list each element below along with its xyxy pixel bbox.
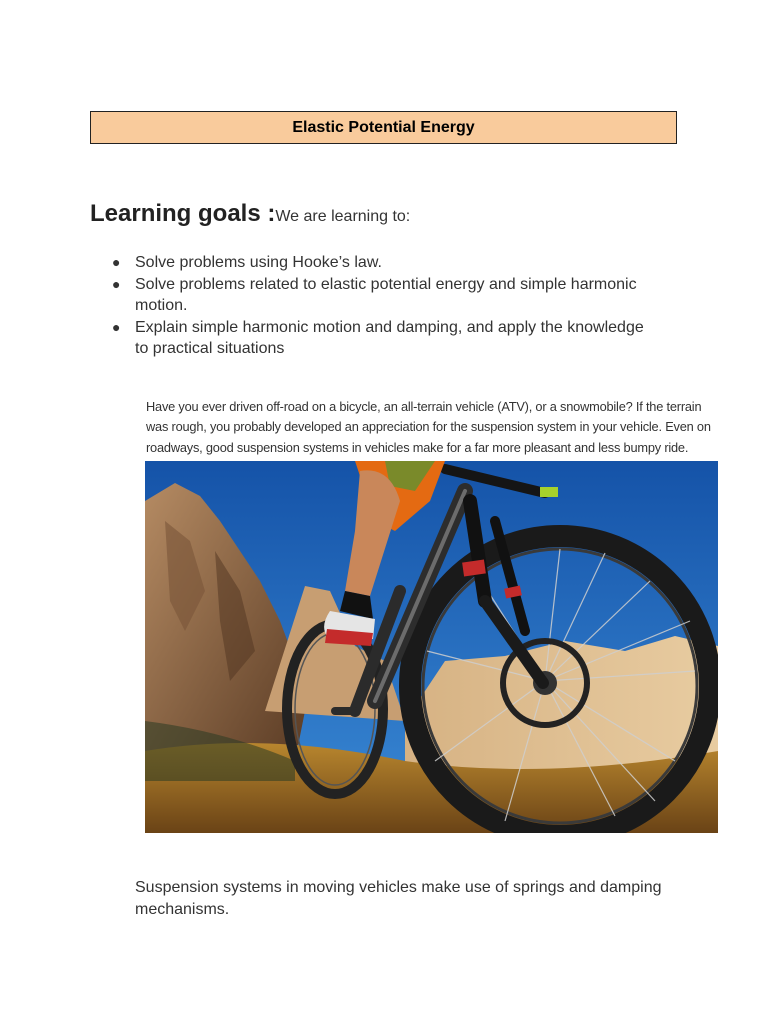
bullet-icon: ●: [112, 275, 121, 292]
bullet-icon: ●: [112, 254, 121, 270]
bike-illustration: [145, 461, 718, 833]
goal-text: Solve problems related to elastic potential energy and simple harmonic motion.: [135, 275, 637, 314]
goal-text: Solve problems using Hooke’s law.: [135, 254, 382, 271]
learning-goals-header: [90, 200, 410, 228]
goal-text: Explain simple harmonic motion and damping, and apply the knowledge to practical situations: [135, 318, 644, 357]
learning-goals-heading: Learning goals :: [90, 200, 276, 227]
learning-goals-list: [112, 252, 652, 360]
list-item: [112, 274, 652, 317]
learning-goals-subheading: We are learning to:: [275, 208, 411, 225]
document-title-box: [90, 111, 677, 144]
intro-paragraph: Have you ever driven off-road on a bicycle, an all-terrain vehicle (ATV), or a snowmobile? If the terrain was rough, you probably developed an appreciation for the suspension system in your vehicle. Even on roadways, good suspension systems in vehicles make for a far more pleasant and less bumpy ride.: [146, 398, 711, 455]
caption-paragraph: Suspension systems in moving vehicles make use of springs and damping mechanisms.: [135, 879, 662, 918]
list-item: [112, 317, 652, 360]
document-title: Elastic Potential Energy: [292, 118, 475, 136]
list-item: [112, 252, 652, 274]
mountain-bike-photo: [145, 461, 718, 833]
bullet-icon: ●: [112, 318, 121, 335]
